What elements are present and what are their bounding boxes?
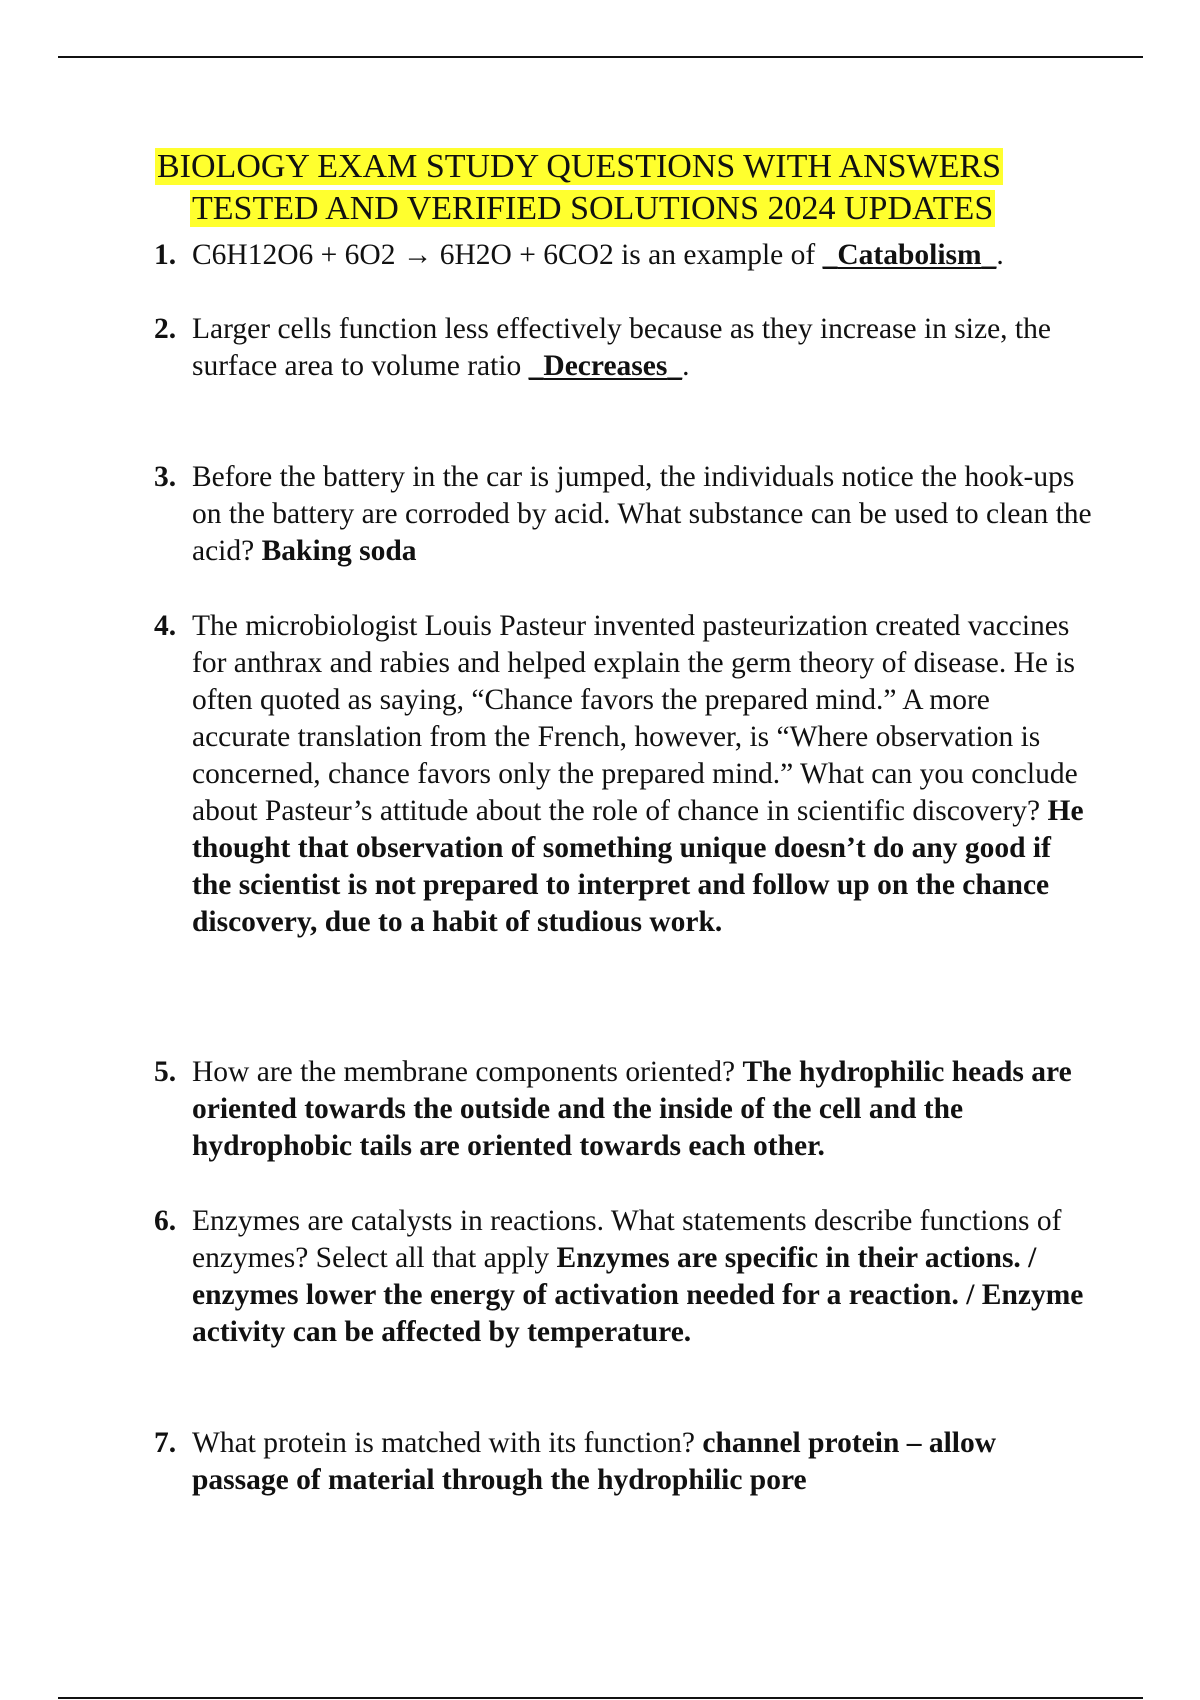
question-text: Before the battery in the car is jumped, the individuals notice the hook-ups on the battery are corroded by acid. What substance can be used to clean the acid? [192,461,1092,567]
answer-blank [823,239,997,271]
document-title [155,146,1085,230]
question-number: 4. [154,610,177,642]
bottom-rule [58,1697,1143,1699]
answer-text: Decreases [543,350,668,382]
question-number: 5. [154,1056,177,1088]
question-body [192,237,1094,274]
question-item [154,608,1094,941]
question-number: 3. [154,461,177,493]
answer-text: He thought that observation of something unique doesn’t do any good if the scientist is not prepared to interpret and follow up on the chance discovery, due to a habit of studious work. [192,795,1084,938]
title-line-2: TESTED AND VERIFIED SOLUTIONS 2024 UPDATES [192,190,994,227]
question-body [192,1054,1094,1165]
question-text: Enzymes are catalysts in reactions. What statements describe functions of enzymes? Select all that apply [192,1205,1062,1274]
question-body [192,459,1094,570]
question-item [154,1054,1094,1165]
question-number: 7. [154,1427,177,1459]
answer-text: Catabolism [837,239,982,271]
answer-text: channel protein – allow passage of material through the hydrophilic pore [192,1427,997,1496]
question-body [192,608,1094,941]
question-number: 1. [154,239,177,271]
question-number: 2. [154,313,177,345]
question-body [192,1425,1094,1499]
question-text-after: . [996,239,1004,271]
question-item [154,237,1094,274]
question-item [154,1203,1094,1351]
question-body [192,311,1094,385]
blank-suffix: _ [981,239,997,271]
question-body [192,1203,1094,1351]
question-text: What protein is matched with its function? [192,1427,703,1459]
blank-suffix: _ [667,350,683,382]
question-item [154,1425,1094,1499]
question-item [154,459,1094,570]
blank-prefix: _ [822,239,838,271]
top-rule [58,56,1143,58]
question-number: 6. [154,1205,177,1237]
answer-text: Baking soda [261,535,417,567]
blank-prefix: _ [528,350,544,382]
question-text-after: . [682,350,690,382]
question-text: The microbiologist Louis Pasteur invented pasteurization created vaccines for anthrax and rabies and helped explain the germ theory of disease. He is often quoted as saying, “Chance favors the prepared mind.” A more accurate translation from the French, however, is “Where observation is concerned, chance favors only the prepared mind.” What can you conclude about Pasteur’s attitude about the role of chance in scientific discovery? [192,610,1078,827]
question-text: How are the membrane components oriented? [192,1056,743,1088]
question-item [154,311,1094,385]
question-text: C6H12O6 + 6O2 → 6H2O + 6CO2 is an example of [192,239,823,271]
answer-text: Enzymes are specific in their actions. / enzymes lower the energy of activation needed for a reaction. / Enzyme activity can be affected by temperature. [192,1242,1084,1348]
answer-blank [529,350,682,382]
question-text: Larger cells function less effectively because as they increase in size, the surface area to volume ratio [192,313,1051,382]
answer-text: The hydrophilic heads are oriented towards the outside and the inside of the cell and the hydrophobic tails are oriented towards each other. [192,1056,1072,1162]
title-line-1: BIOLOGY EXAM STUDY QUESTIONS WITH ANSWERS [157,148,1002,185]
